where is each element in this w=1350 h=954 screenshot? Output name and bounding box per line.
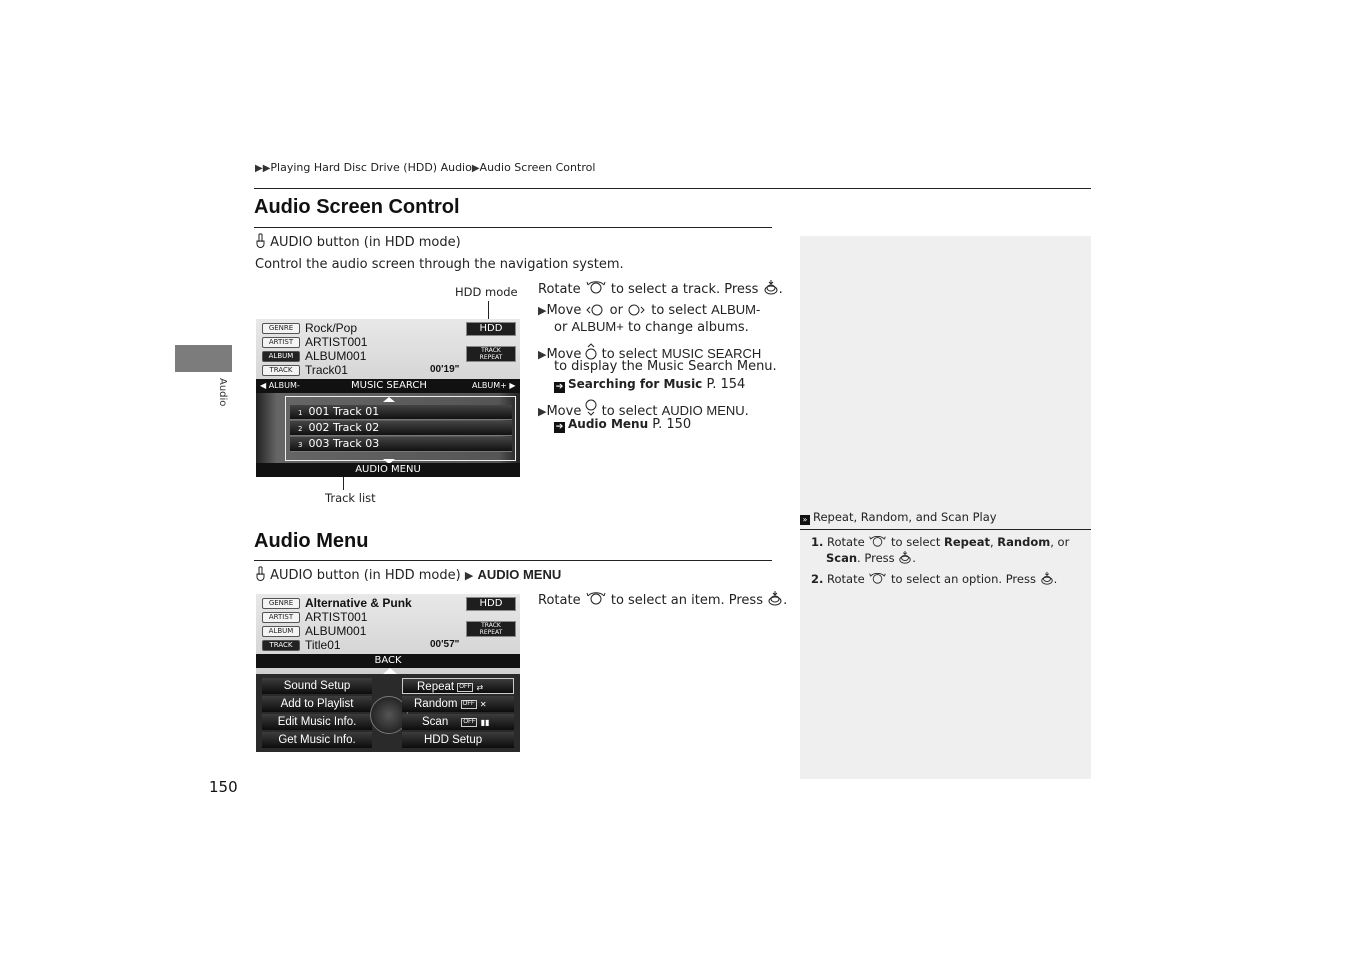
track-label: 001 Track 01 (308, 405, 380, 418)
off-indicator: OFF (463, 719, 476, 725)
off-indicator: OFF (462, 701, 475, 707)
genre-value: Alternative & Punk (305, 596, 412, 610)
repeat-button[interactable] (402, 678, 514, 694)
shuffle-icon: ✕ (479, 700, 487, 709)
scan-icon: ▮▮ (480, 718, 490, 727)
step-text: , or (1050, 535, 1070, 549)
repeat-line2: REPEAT (479, 354, 503, 361)
repeat-line1: TRACK (481, 622, 501, 629)
breadcrumb-part1: Playing Hard Disc Drive (HDD) Audio (270, 161, 472, 174)
arrow-icon: ▶ (464, 569, 474, 582)
section-title-audio-menu: Audio Menu (254, 530, 369, 552)
track-num: 1 (298, 409, 303, 417)
back-button: BACK (374, 655, 402, 666)
press-knob-icon (898, 550, 912, 564)
step-text: to select (651, 303, 708, 318)
chapter-tab (175, 345, 232, 372)
key-random: Random (997, 535, 1051, 549)
step-text: to select an option. Press (891, 572, 1036, 586)
press-knob-icon (1040, 571, 1054, 585)
section-rule (254, 227, 772, 228)
step-rotate-item: Rotate to select an item. Press . (538, 590, 787, 608)
sidebar-note-title (800, 510, 997, 525)
callout-track-list: Track list (325, 491, 376, 505)
edit-music-info-button[interactable]: Edit Music Info. (262, 714, 372, 730)
button-instruction-2 (255, 566, 561, 583)
rotate-knob-icon (868, 534, 887, 548)
step-text: to change albums. (627, 320, 749, 335)
reference-icon: ➔ (555, 422, 564, 432)
step-text: Rotate (538, 593, 581, 608)
sound-setup-button[interactable]: Sound Setup (262, 678, 372, 694)
track-num: 2 (298, 425, 303, 433)
key-scan: Scan (826, 551, 858, 565)
move-album-step (538, 302, 760, 318)
page-number: 150 (209, 778, 238, 796)
move-down-icon (585, 399, 597, 417)
artist-tag: ARTIST (262, 612, 300, 623)
track-value: Track01 (305, 363, 348, 377)
callout-hdd-mode: HDD mode (455, 285, 518, 299)
artist-value: ARTIST001 (305, 335, 368, 349)
step-text: Move (546, 347, 582, 362)
key-album-minus: ALBUM- (711, 302, 761, 317)
note-icon: » (800, 515, 810, 525)
audio-menu-label: AUDIO MENU (355, 464, 421, 475)
track-num: 3 (298, 441, 303, 449)
hdd-mode-badge (466, 322, 516, 336)
intro-text: Control the audio screen through the navigation system. (255, 257, 624, 272)
hdd-setup-button[interactable] (402, 732, 514, 748)
side-notes-panel (800, 236, 1091, 779)
breadcrumb-separator: ▶ (471, 163, 480, 174)
album-tag: ALBUM (262, 351, 300, 362)
step-text: to select a track. Press (610, 282, 759, 297)
move-up-icon (585, 342, 597, 360)
callout-line-hdd (488, 301, 489, 319)
section-title-audio-screen-control: Audio Screen Control (254, 196, 460, 218)
audio-menu-screen (256, 594, 520, 752)
random-button[interactable] (402, 696, 514, 712)
key-audio-menu: AUDIO MENU (477, 567, 562, 582)
finger-press-icon (255, 566, 266, 581)
sidebar-rule (800, 529, 1091, 530)
bullet-arrow-icon: ▶ (538, 348, 547, 361)
move-right-icon (627, 304, 647, 316)
rotate-knob-icon (585, 279, 607, 295)
album-value: ALBUM001 (305, 624, 367, 638)
step-text: . Press (857, 551, 895, 565)
album-tag: ALBUM (262, 626, 300, 637)
repeat-line1: TRACK (481, 347, 501, 354)
random-label: Random (414, 698, 458, 710)
artist-tag: ARTIST (262, 337, 300, 348)
step-text: to select (601, 404, 658, 419)
button-instruction-text: AUDIO button (in HDD mode) (270, 235, 461, 250)
audio-menu-bar[interactable] (256, 463, 520, 477)
step-text: or (609, 303, 623, 318)
section-rule (254, 560, 772, 561)
ref-title: Searching for Music (568, 377, 703, 391)
key-repeat: Repeat (944, 535, 990, 549)
step-text: Move (546, 404, 582, 419)
ref-searching-music[interactable] (554, 377, 745, 393)
hdd-badge-label: HDD (479, 323, 503, 334)
key-music-search: MUSIC SEARCH (661, 346, 762, 361)
step-text: to select (601, 347, 658, 362)
ref-title: Audio Menu (568, 417, 649, 431)
note-title-text: Repeat, Random, and Scan Play (813, 510, 997, 524)
move-audio-menu-step: ▶Move to select AUDIO MENU. (538, 399, 749, 419)
back-bar[interactable] (256, 654, 520, 668)
track-repeat-badge (466, 346, 516, 362)
press-knob-icon (763, 279, 779, 295)
step-text: Rotate (538, 282, 581, 297)
move-music-search-desc: to display the Music Search Menu. (554, 359, 777, 374)
step-number: 2. (811, 572, 824, 586)
step-text: to select an item. Press (610, 593, 763, 608)
music-search-screen (256, 319, 520, 477)
track-list-item[interactable] (290, 437, 512, 452)
rotate-knob-icon (868, 571, 887, 585)
track-tag: TRACK (262, 640, 300, 651)
scan-button[interactable] (402, 714, 514, 730)
hdd-badge-label: HDD (479, 598, 503, 609)
scroll-up-icon[interactable] (383, 397, 395, 402)
music-search-button[interactable]: MUSIC SEARCH (351, 380, 427, 391)
album-minus-button[interactable]: ◀ ALBUM- (260, 381, 300, 390)
elapsed-time: 00'19" (430, 364, 460, 375)
breadcrumb-arrows: ▶▶ (255, 163, 271, 174)
genre-tag: GENRE (262, 323, 300, 334)
add-to-playlist-button[interactable]: Add to Playlist (262, 696, 372, 712)
album-plus-button[interactable]: ALBUM+ ▶ (472, 381, 516, 390)
genre-tag: GENRE (262, 598, 300, 609)
key-audio-menu: AUDIO MENU (661, 403, 745, 418)
breadcrumb-part2: Audio Screen Control (479, 161, 596, 174)
rotate-knob-icon (585, 590, 607, 606)
sidebar-step-1: 1. Rotate to select Repeat, Random, or (811, 535, 1070, 549)
album-value: ALBUM001 (305, 349, 367, 363)
track-tag: TRACK (262, 365, 300, 376)
track-label: 003 Track 03 (308, 437, 380, 450)
get-music-info-button[interactable]: Get Music Info. (262, 732, 372, 748)
sidebar-step-1-cont: Scan. Press . (826, 551, 916, 565)
repeat-label: Repeat (417, 681, 455, 693)
bullet-arrow-icon: ▶ (538, 405, 547, 418)
key-album-plus: ALBUM+ (571, 319, 624, 334)
breadcrumb (255, 161, 595, 174)
step-text: Move (546, 303, 582, 318)
step-text: Rotate (827, 535, 865, 549)
repeat-icon: ⇄ (476, 683, 484, 692)
button-instruction-text: AUDIO button (in HDD mode) (270, 568, 461, 583)
hdd-setup-label: HDD Setup (424, 734, 483, 746)
track-value: Title01 (305, 638, 341, 652)
track-label: 002 Track 02 (308, 421, 380, 434)
artist-value: ARTIST001 (305, 610, 368, 624)
reference-icon: ➔ (555, 382, 564, 392)
step-text: or (554, 320, 568, 335)
hdd-mode-badge (466, 597, 516, 611)
off-indicator: OFF (459, 684, 472, 690)
elapsed-time: 00'57" (430, 639, 460, 650)
finger-press-icon (255, 233, 266, 248)
track-list-item[interactable] (290, 405, 512, 420)
genre-value: Rock/Pop (305, 321, 358, 335)
step-number: 1. (811, 535, 824, 549)
ref-audio-menu[interactable] (554, 417, 691, 433)
move-left-icon (585, 304, 605, 316)
chapter-tab-label: Audio (217, 378, 228, 407)
press-knob-icon (767, 590, 783, 606)
ref-page: P. 150 (652, 417, 692, 432)
header-rule (254, 188, 1091, 189)
scan-label: Scan (422, 716, 449, 728)
ref-page: P. 154 (706, 377, 746, 392)
track-list-item[interactable] (290, 421, 512, 436)
repeat-line2: REPEAT (479, 629, 503, 636)
step-rotate-track: Rotate to select a track. Press . (538, 279, 783, 297)
move-album-step-cont (554, 319, 749, 335)
sidebar-step-2: 2. Rotate to select an option. Press . (811, 572, 1058, 586)
bullet-arrow-icon: ▶ (538, 304, 547, 317)
step-text: to select (891, 535, 941, 549)
step-text: Rotate (827, 572, 865, 586)
album-nav-bar (256, 379, 520, 393)
track-repeat-badge (466, 621, 516, 637)
button-instruction (255, 233, 461, 250)
